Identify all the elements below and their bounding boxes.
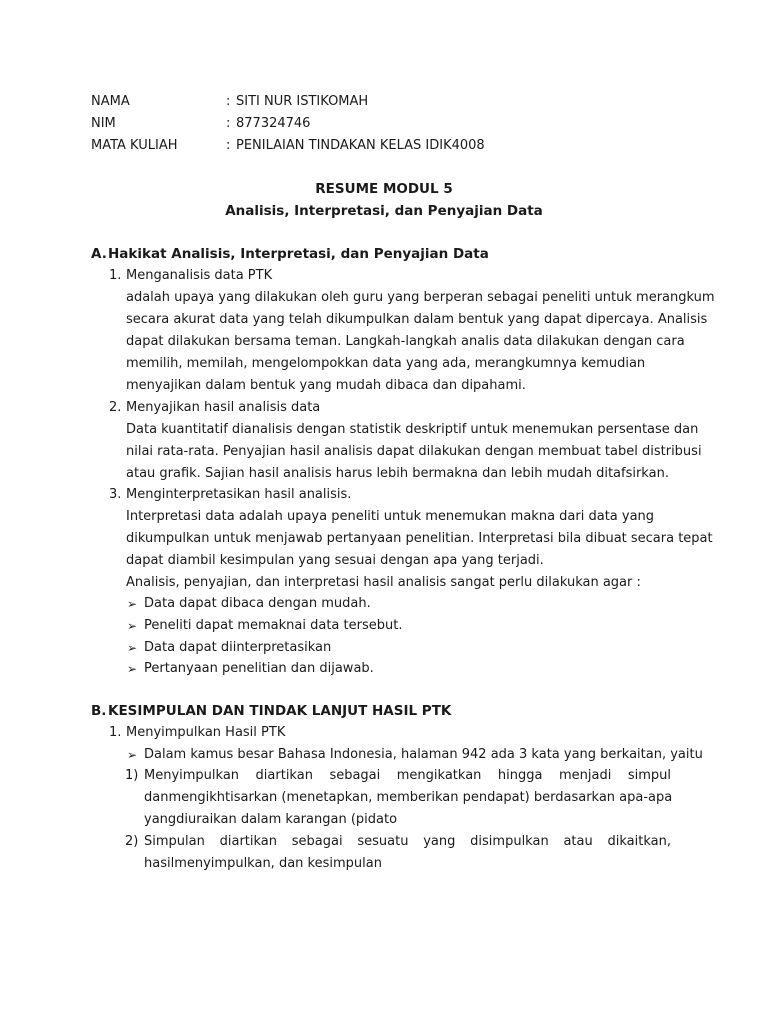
section-letter: B. [91, 703, 107, 719]
arrow-bullet-icon: ➢ [127, 619, 138, 633]
list-item-title: Menyimpulkan Hasil PTK [126, 725, 286, 740]
bullet-item: Data dapat diinterpretasikan [144, 640, 332, 655]
info-label: NIM [91, 116, 116, 131]
paragraph-line: Simpulan diartikan sebagai sesuatu yang disimpulkan atau dikaitkan, [144, 834, 671, 849]
paragraph-line: Data kuantitatif dianalisis dengan statistik deskriptif untuk menemukan persentase dan [126, 422, 699, 437]
list-item-title: Menganalisis data PTK [126, 268, 273, 283]
paragraph-line: nilai rata-rata. Penyajian hasil analisis dapat dilakukan dengan membuat tabel distribusi [126, 444, 702, 459]
paragraph-line: memilih, memilah, mengelompokkan data yang ada, merangkumnya kemudian [126, 356, 646, 371]
list-number: 2. [109, 400, 122, 415]
paragraph-line: dapat dilakukan bersama teman. Langkah-langkah analis data dilakukan dengan cara [126, 334, 685, 349]
section-letter: A. [91, 246, 107, 262]
list-item-title: Menyajikan hasil analisis data [126, 400, 321, 415]
arrow-bullet-icon: ➢ [127, 662, 138, 676]
info-value: 877324746 [236, 116, 311, 131]
paragraph-line: Analisis, penyajian, dan interpretasi hasil analisis sangat perlu dilakukan agar : [126, 575, 641, 590]
info-colon: : [226, 138, 231, 153]
bullet-item: Pertanyaan penelitian dan dijawab. [144, 661, 374, 676]
info-label: NAMA [91, 94, 130, 109]
info-colon: : [226, 116, 231, 131]
paragraph-line: danmengikhtisarkan (menetapkan, memberikan pendapat) berdasarkan apa-apa [144, 790, 673, 805]
paragraph-line: Interpretasi data adalah upaya peneliti untuk menemukan makna dari data yang [126, 509, 655, 524]
section-a-heading [91, 243, 489, 265]
paragraph-line: secara akurat data yang telah dikumpulkan dalam bentuk yang dapat dipercaya. Analisis [126, 312, 708, 327]
arrow-bullet-icon: ➢ [127, 597, 138, 611]
list-item-title: Menginterpretasikan hasil analisis. [126, 487, 352, 502]
info-value: PENILAIAN TINDAKAN KELAS IDIK4008 [236, 138, 485, 153]
paragraph-line: hasilmenyimpulkan, dan kesimpulan [144, 856, 382, 871]
sub-list-number: 1) [125, 768, 139, 783]
list-number: 3. [109, 487, 122, 502]
section-b-heading [91, 700, 451, 722]
paragraph-line: menyajikan dalam bentuk yang mudah dibaca dan dipahami. [126, 378, 526, 393]
paragraph-line: atau grafik. Sajian hasil analisis harus lebih bermakna dan lebih mudah ditafsirkan. [126, 466, 669, 481]
section-title: KESIMPULAN DAN TINDAK LANJUT HASIL PTK [108, 703, 452, 719]
section-title: Hakikat Analisis, Interpretasi, dan Penyajian Data [108, 246, 489, 262]
list-number: 1. [109, 725, 122, 740]
paragraph-line: yangdiuraikan dalam karangan (pidato [144, 812, 398, 827]
paragraph-line: dapat diambil kesimpulan yang sesuai dengan apa yang terjadi. [126, 553, 544, 568]
info-label: MATA KULIAH [91, 138, 178, 153]
paragraph-line: dikumpulkan untuk menjawab pertanyaan penelitian. Interpretasi bila dibuat secara tepat [126, 531, 713, 546]
paragraph-line: Menyimpulkan diartikan sebagai mengikatkan hingga menjadi simpul [144, 768, 671, 783]
arrow-bullet-icon: ➢ [127, 748, 138, 762]
arrow-bullet-icon: ➢ [127, 641, 138, 655]
info-colon: : [226, 94, 231, 109]
page-title: RESUME MODUL 5 [315, 181, 453, 197]
sub-list-number: 2) [125, 834, 139, 849]
bullet-item: Dalam kamus besar Bahasa Indonesia, halaman 942 ada 3 kata yang berkaitan, yaitu [144, 747, 703, 762]
list-number: 1. [109, 268, 122, 283]
info-value: SITI NUR ISTIKOMAH [236, 94, 369, 109]
bullet-item: Peneliti dapat memaknai data tersebut. [144, 618, 403, 633]
bullet-item: Data dapat dibaca dengan mudah. [144, 596, 371, 611]
page-subtitle: Analisis, Interpretasi, dan Penyajian Data [225, 203, 543, 219]
paragraph-line: adalah upaya yang dilakukan oleh guru yang berperan sebagai peneliti untuk merangkum [126, 290, 715, 305]
